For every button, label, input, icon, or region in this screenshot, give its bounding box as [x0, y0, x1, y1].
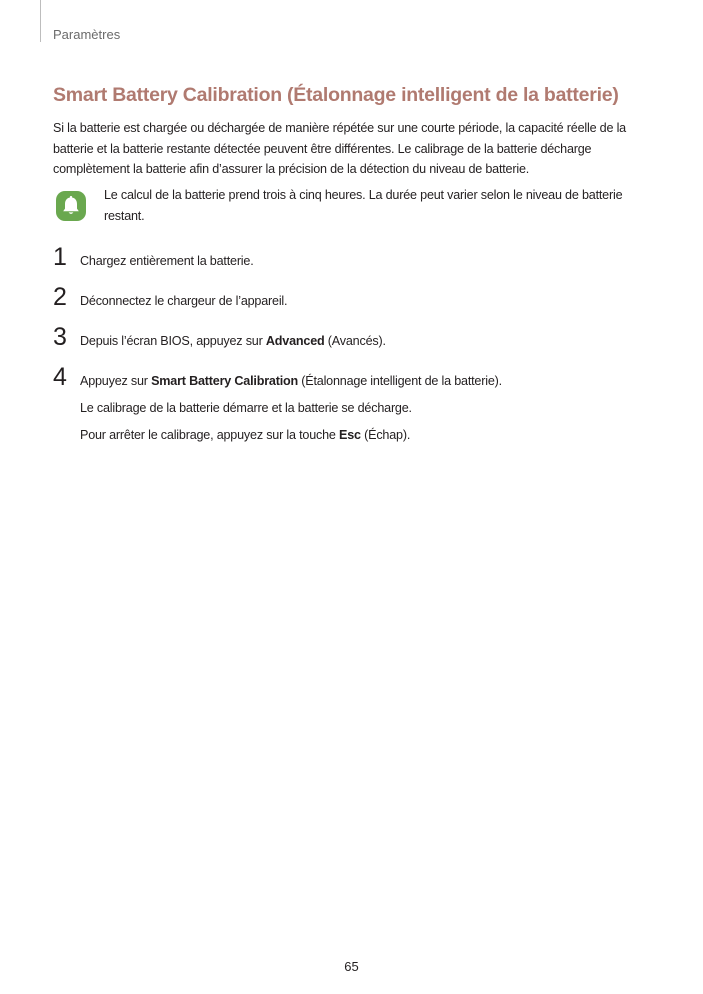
step-text — [80, 371, 502, 392]
bell-notice-icon — [55, 190, 87, 222]
esc-key-label: Esc — [339, 428, 361, 442]
step-number: 3 — [53, 323, 67, 351]
detail-text-pre: Pour arrêter le calibrage, appuyez sur la touche — [80, 428, 340, 442]
step-text-pre: Appuyez sur — [80, 374, 152, 388]
step-number: 4 — [53, 363, 67, 391]
step-number: 1 — [53, 243, 67, 271]
step-text-post: (Avancés). — [324, 334, 386, 348]
bios-menu-smart-battery-calibration: Smart Battery Calibration — [151, 374, 298, 388]
step-text — [80, 331, 386, 352]
step-text-post: (Étalonnage intelligent de la batterie). — [297, 374, 502, 388]
step-4-detail-start: Le calibrage de la batterie démarre et la batterie se décharge. — [80, 401, 412, 415]
running-header: Paramètres — [53, 27, 121, 42]
note-text: Le calcul de la batterie prend trois à cinq heures. La durée peut varier selon le niveau de batterie restant. — [104, 188, 623, 223]
step-text: Déconnectez le chargeur de l’appareil. — [80, 294, 288, 308]
intro-paragraph: Si la batterie est chargée ou déchargée de manière répétée sur une courte période, la capacité réelle de la batterie et la batterie restante détectée peuvent être différentes. Le calibrage de la batterie décharge complètement la batterie afin d’assurer la précision de la détection du niveau de batterie. — [53, 121, 626, 176]
step-text: Chargez entièrement la batterie. — [80, 254, 254, 268]
detail-text-post: (Échap). — [360, 428, 411, 442]
page-number: 65 — [344, 959, 359, 974]
step-number: 2 — [53, 283, 67, 311]
header-margin-rule — [40, 0, 41, 42]
step-text-pre: Depuis l’écran BIOS, appuyez sur — [80, 334, 266, 348]
bios-menu-advanced: Advanced — [265, 334, 325, 348]
step-4-detail-stop — [80, 425, 410, 446]
section-title: Smart Battery Calibration (Étalonnage intelligent de la batterie) — [53, 84, 619, 106]
